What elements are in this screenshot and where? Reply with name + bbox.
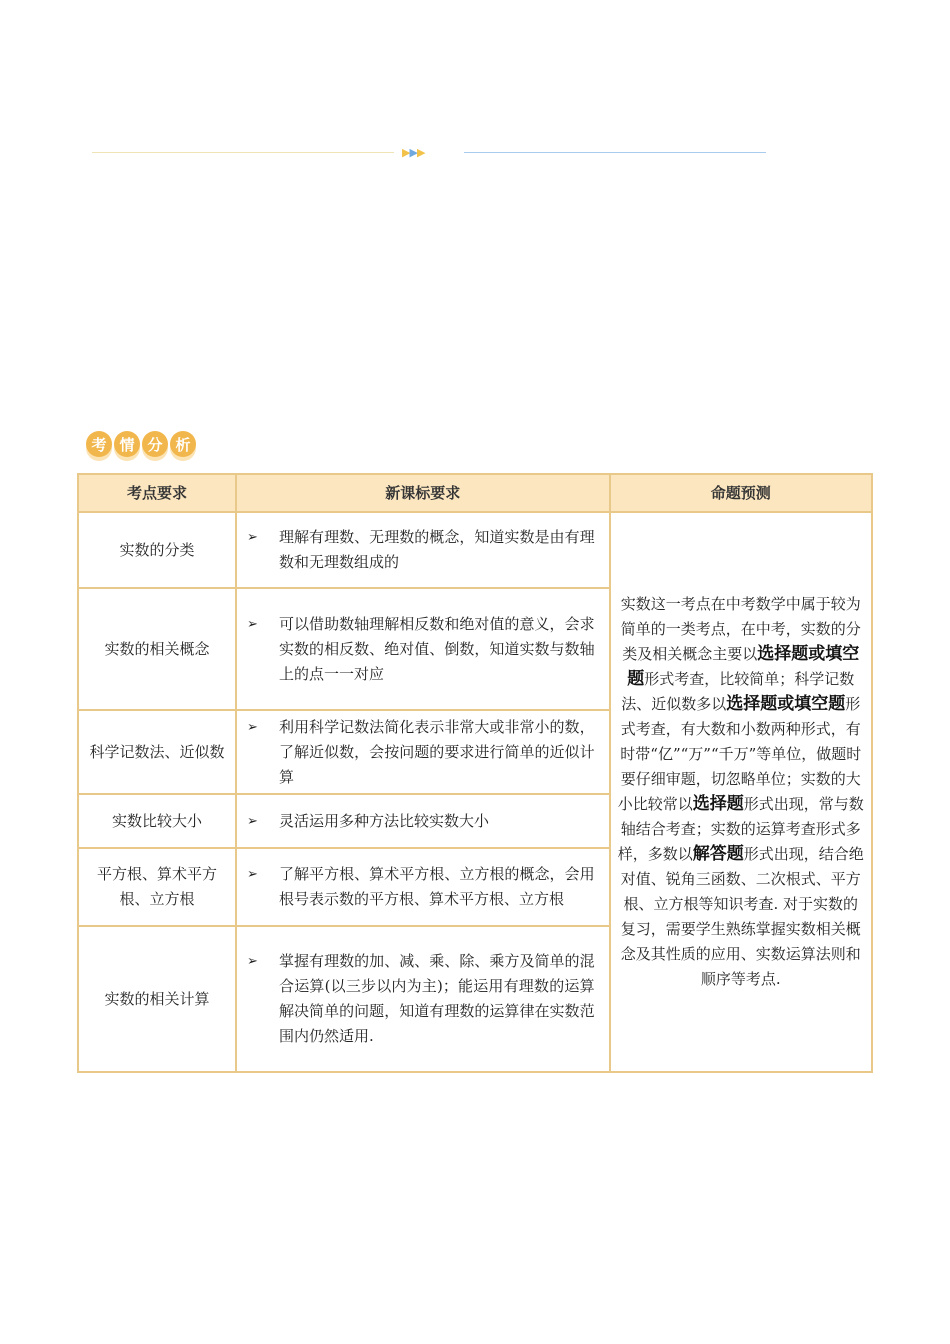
divider-arrows-icon: ▶▶▶ bbox=[402, 146, 425, 159]
badge-char: 析 bbox=[170, 431, 196, 457]
bullet-icon: ➢ bbox=[247, 719, 258, 735]
emphasis-text: 选择题 bbox=[692, 794, 744, 814]
point-cell: 平方根、算术平方根、立方根 bbox=[78, 848, 236, 926]
header-divider bbox=[92, 144, 766, 162]
emphasis-text: 解答题 bbox=[692, 844, 744, 864]
requirement-text: 了解平方根、算术平方根、立方根的概念，会用根号表示数的平方根、算术平方根、立方根 bbox=[279, 865, 595, 908]
bullet-icon: ➢ bbox=[247, 954, 258, 969]
prediction-cell bbox=[610, 512, 872, 1072]
emphasis-text: 选择题或填空题 bbox=[627, 644, 860, 689]
header-prediction: 命题预测 bbox=[610, 474, 872, 512]
badge-char: 考 bbox=[86, 431, 112, 457]
point-cell: 实数比较大小 bbox=[78, 794, 236, 848]
requirement-text: 可以借助数轴理解相反数和绝对值的意义，会求实数的相反数、绝对值、倒数，知道实数与数轴上的点一一对应 bbox=[279, 614, 595, 683]
badge-char: 情 bbox=[114, 431, 140, 457]
requirement-cell bbox=[236, 794, 610, 848]
point-cell: 实数的分类 bbox=[78, 512, 236, 588]
requirement-cell bbox=[236, 512, 610, 588]
bullet-icon: ➢ bbox=[247, 530, 258, 545]
requirement-cell bbox=[236, 926, 610, 1072]
requirement-text: 理解有理数、无理数的概念，知道实数是由有理数和无理数组成的 bbox=[279, 528, 595, 571]
requirement-text: 掌握有理数的加、减、乘、除、乘方及简单的混合运算(以三步以内为主)；能运用有理数的运算解决简单的问题，知道有理数的运算律在实数范围内仍然适用. bbox=[279, 952, 595, 1045]
point-cell: 实数的相关概念 bbox=[78, 588, 236, 710]
table-row bbox=[78, 512, 872, 588]
requirement-cell bbox=[236, 588, 610, 710]
divider-right-line bbox=[464, 152, 766, 153]
badge-char: 分 bbox=[142, 431, 168, 457]
table-header-row bbox=[78, 474, 872, 512]
header-requirement: 新课标要求 bbox=[236, 474, 610, 512]
bullet-icon: ➢ bbox=[247, 867, 258, 882]
bullet-icon: ➢ bbox=[247, 813, 258, 829]
requirement-cell bbox=[236, 710, 610, 794]
point-cell: 科学记数法、近似数 bbox=[78, 710, 236, 794]
header-point: 考点要求 bbox=[78, 474, 236, 512]
analysis-table bbox=[77, 473, 873, 1073]
divider-left-line bbox=[92, 152, 394, 153]
requirement-text: 利用科学记数法简化表示非常大或非常小的数，了解近似数，会按问题的要求进行简单的近似计算 bbox=[279, 717, 595, 786]
requirement-cell bbox=[236, 848, 610, 926]
emphasis-text: 选择题或填空题 bbox=[726, 694, 846, 714]
bullet-icon: ➢ bbox=[247, 616, 258, 632]
section-badge bbox=[86, 428, 196, 464]
point-cell: 实数的相关计算 bbox=[78, 926, 236, 1072]
requirement-text: 灵活运用多种方法比较实数大小 bbox=[279, 811, 490, 830]
prediction-text: 实数这一考点在中考数学中属于较为简单的一类考点，在中考，实数的分类及相关概念主要以选择题或填空题形式考查，比较简单；科学记数法、近似数多以选择题或填空题形式考查，有大数和小数两种形式，有时带“亿”“万”“千万”等单位，做题时要仔细审题，切忽略单位；实数的大小比较常以选择题形式出现，常与数轴结合考查；实数的运算考查形式多样，多数以解答题形式出现，结合绝对值、锐角三函数、二次根式、平方根、立方根等知识考查. 对于实数的复习，需要学生熟练掌握实数相关概念及其性质的应用、实数运算法则和顺序等考点. bbox=[617, 595, 864, 988]
